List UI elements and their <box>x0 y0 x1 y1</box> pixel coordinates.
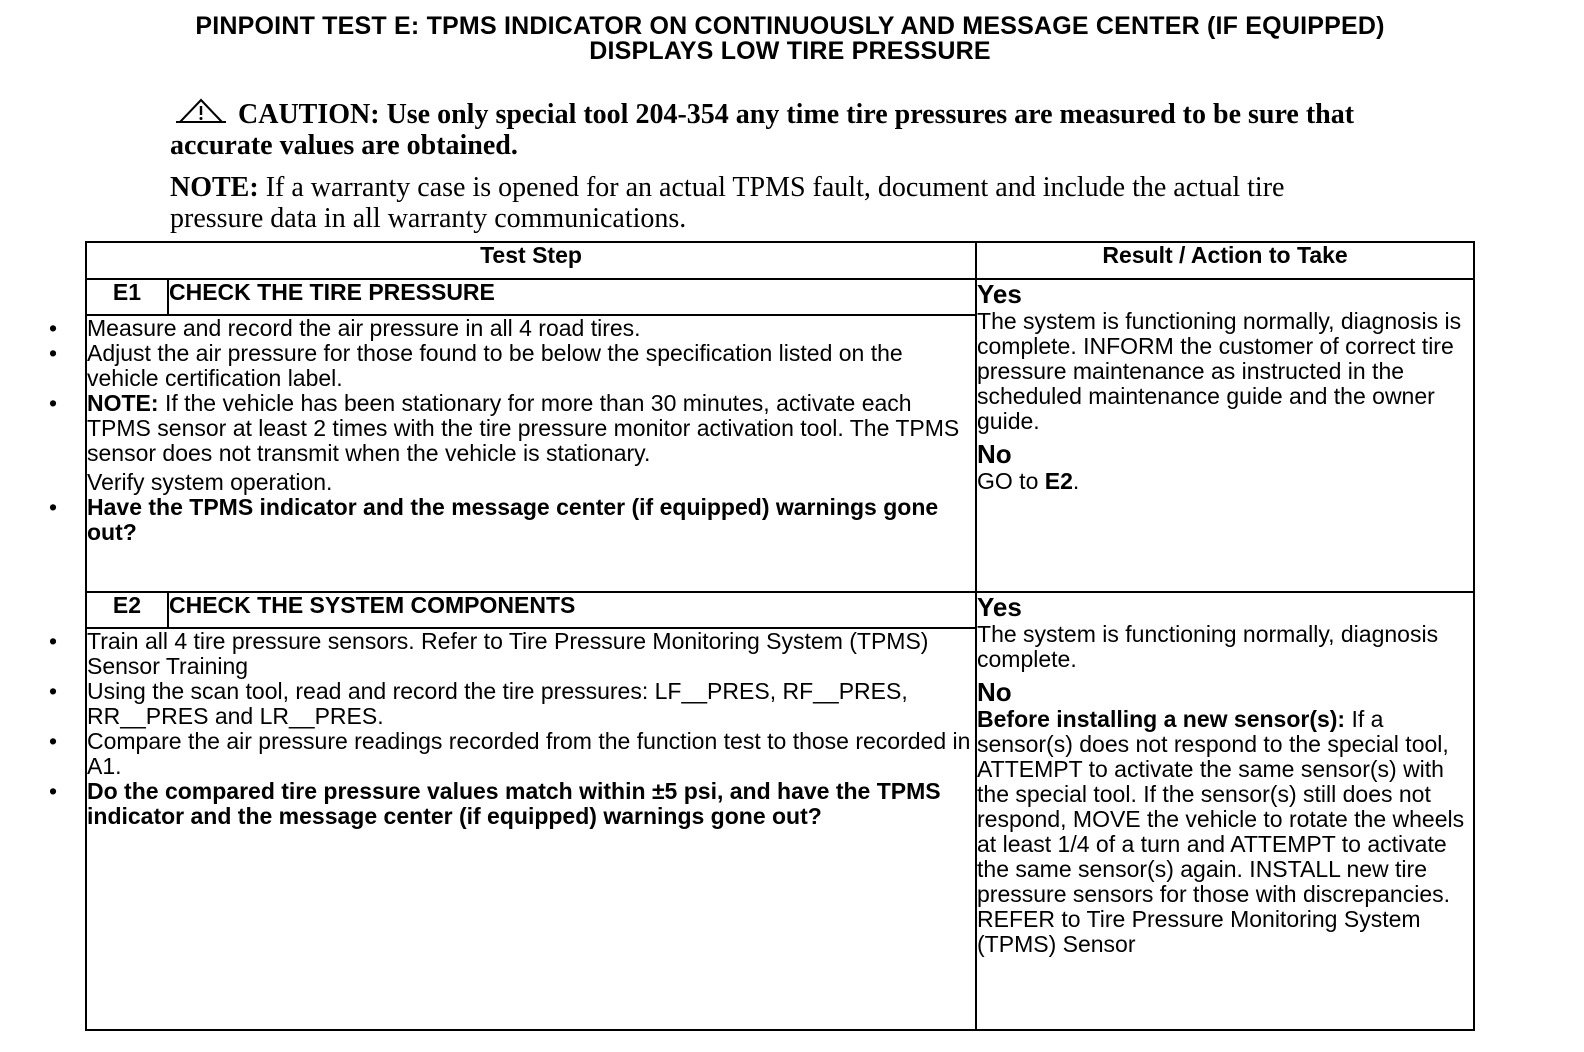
step-id: E2 <box>86 592 168 628</box>
step-title: CHECK THE TIRE PRESSURE <box>168 279 976 315</box>
step-title: CHECK THE SYSTEM COMPONENTS <box>168 592 976 628</box>
step-e2-result <box>976 592 1474 1030</box>
step-e1-title-row <box>86 279 1474 315</box>
question-text: Have the TPMS indicator and the message center (if equipped) warnings gone out? <box>87 494 939 545</box>
result-no-label: No <box>977 439 1012 469</box>
pinpoint-test-table <box>85 241 1475 1031</box>
step-e2-body <box>86 628 976 1030</box>
title-line-2: DISPLAYS LOW TIRE PRESSURE <box>589 37 991 65</box>
no-bold-lead: Before installing a new sensor(s): <box>977 705 1346 732</box>
result-yes-text: The system is functioning normally, diagnosis complete. <box>977 620 1439 672</box>
goto-step-link: E2 <box>1044 468 1073 494</box>
goto-prefix: GO to <box>977 468 1039 494</box>
list-item: • Measure and record the air pressure in all 4 road tires. <box>87 316 975 341</box>
caution-text: Use only special tool 204-354 any time tire pressures are measured to be sure that accurate values are obtained. <box>170 99 1355 161</box>
step-question-list <box>87 495 975 545</box>
note-label: NOTE: <box>170 172 259 203</box>
caution-warning-icon <box>176 98 226 124</box>
step-bullet-list <box>87 629 975 829</box>
result-no-text <box>977 707 1473 957</box>
result-no-label: No <box>977 676 1012 707</box>
step-question <box>87 779 975 829</box>
step-bullet-list <box>87 316 975 466</box>
result-yes-text: The system is functioning normally, diagnosis is complete. INFORM the customer of correct tire pressure maintenance as instructed in the scheduled maintenance guide and the owner guide. <box>977 308 1462 434</box>
header-test-step: Test Step <box>86 242 976 279</box>
step-id: E1 <box>86 279 168 315</box>
result-yes-label: Yes <box>977 591 1022 622</box>
note-text: If the vehicle has been stationary for more than 30 minutes, activate each TPMS sensor at least 2 times with the tire pressure monitor activation tool. The TPMS sensor does not transmit when the vehicle is stationary. <box>87 390 960 466</box>
plain-instruction: Verify system operation. <box>87 469 333 495</box>
list-item: • Compare the air pressure readings recorded from the function test to those recorded in A1. <box>87 729 975 779</box>
result-yes-label: Yes <box>977 279 1022 309</box>
page-title <box>80 14 1500 64</box>
caution-block <box>170 98 1390 161</box>
step-question <box>87 495 975 545</box>
no-body-text: If a sensor(s) does not respond to the special tool, ATTEMPT to activate the same sensor(s) with the special tool. If the sensor(s) still does not respond, MOVE the vehicle to rotate the wheels at least 1/4 of a turn and ATTEMPT to activate the same sensor(s) again. INSTALL new tire pressure sensors for those with discrepancies. REFER to Tire Pressure Monitoring System (TPMS) Sensor <box>977 705 1465 957</box>
note-label: NOTE: <box>87 390 159 416</box>
header-result-action: Result / Action to Take <box>976 242 1474 279</box>
question-text: Do the compared tire pressure values match within ±5 psi, and have the TPMS indicator and the message center (if equipped) warnings gone out? <box>87 777 941 829</box>
list-item: • Adjust the air pressure for those found to be below the specification listed on the vehicle certification label. <box>87 341 975 391</box>
list-item-note <box>87 391 975 466</box>
note-text: If a warranty case is opened for an actual TPMS fault, document and include the actual tire pressure data in all warranty communications. <box>170 172 1285 234</box>
title-line-1: PINPOINT TEST E: TPMS INDICATOR ON CONTINUOUSLY AND MESSAGE CENTER (IF EQUIPPED) <box>195 12 1385 40</box>
list-item: • Using the scan tool, read and record the tire pressures: LF__PRES, RF__PRES, RR__PRES and LR__PRES. <box>87 679 975 729</box>
step-e1-body <box>86 315 976 592</box>
step-e1-result <box>976 279 1474 592</box>
caution-label: CAUTION: <box>238 99 380 130</box>
list-item: • Train all 4 tire pressure sensors. Refer to Tire Pressure Monitoring System (TPMS) Sensor Training <box>87 629 975 679</box>
step-e2-title-row <box>86 592 1474 628</box>
goto-suffix: . <box>1072 468 1080 494</box>
note-block <box>170 172 1370 234</box>
result-no-text <box>977 469 1473 494</box>
table-header-row <box>86 242 1474 279</box>
